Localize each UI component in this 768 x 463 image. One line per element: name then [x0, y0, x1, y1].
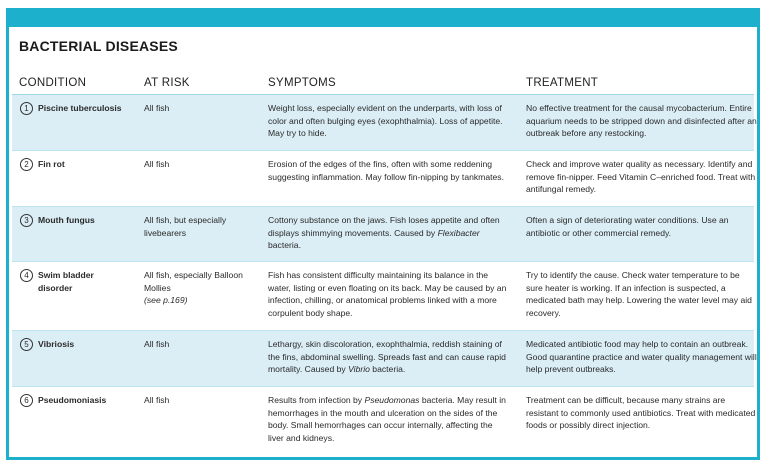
at-risk-cell: All fish: [144, 159, 170, 169]
condition-cell: [20, 394, 140, 407]
condition-cell: [20, 338, 140, 351]
symptoms-cell: Fish has consistent difficulty maintaining its balance in the water, listing or even floating on its back. May be caused by an infection, chilling, or anatomical problems linked with a more corpulent body shape.: [268, 270, 507, 318]
table-row: [12, 95, 757, 151]
bacteria-genus: Flexibacter: [437, 227, 480, 238]
at-risk-cell: All fish: [144, 339, 170, 349]
treatment-cell: Check and improve water quality as necessary. Identify and remove fin-nipper. Feed Vitamin C–enriched food. Treat with antifungal remedy.: [526, 159, 756, 195]
header-condition: CONDITION: [19, 77, 87, 89]
symptoms-text-end: bacteria. May result in hemorrhages in the mouth and ulceration on the sides of the body. Small hemorrhages can occur internally, affecting the liver and kidneys.: [268, 395, 506, 443]
symptoms-text: Lethargy, skin discoloration, exophthalmia, reddish staining of the fins, abdominal swelling. Spreads fast and can cause rapid mortality. Caused by: [268, 339, 506, 375]
row-number-badge: 3: [20, 214, 33, 227]
row-number-badge: 2: [20, 158, 33, 171]
condition-name: Mouth fungus: [38, 215, 95, 225]
row-number-badge: 5: [20, 338, 33, 351]
symptoms-text: Results from infection by: [268, 395, 365, 405]
treatment-cell: Try to identify the cause. Check water temperature to be sure heater is working. If an infection is suspected, a medicated bath may help. Lowering the water level may aid recovery.: [526, 270, 752, 318]
condition-name: Pseudomoniasis: [38, 395, 107, 405]
row-number-badge: 1: [20, 102, 33, 115]
condition-name-line1: Swim bladder: [38, 270, 94, 280]
condition-cell: [20, 102, 140, 115]
symptoms-cell: [268, 338, 508, 376]
at-risk-cell: [144, 269, 262, 307]
condition-name: Vibriosis: [38, 339, 75, 349]
condition-name: Piscine tuberculosis: [38, 103, 122, 113]
row-number-badge: 6: [20, 394, 33, 407]
condition-name-line2: disorder: [38, 282, 73, 293]
table-title: BACTERIAL DISEASES: [19, 38, 178, 54]
condition-name: [38, 269, 94, 294]
table-row: [12, 262, 754, 331]
disease-table-card: [6, 8, 760, 460]
treatment-cell: Treatment can be difficult, because many strains are resistant to commonly used antibiotics. Treat with medicated foods or possibly direct injection.: [526, 395, 756, 431]
symptoms-cell: Erosion of the edges of the fins, often with some reddening suggesting inflammation. May follow fin-nipping by tankmates.: [268, 159, 504, 182]
symptoms-cell: [268, 394, 508, 444]
treatment-cell: No effective treatment for the causal mycobacterium. Entire aquarium needs to be stripped down and disinfected after an outbreak before any restocking.: [526, 103, 757, 139]
condition-cell: [20, 158, 140, 171]
at-risk-text: All fish, especially Balloon Mollies: [144, 270, 243, 293]
header-treatment: TREATMENT: [526, 77, 599, 89]
row-number-badge: 4: [20, 269, 33, 282]
table-row: [12, 207, 754, 262]
symptoms-cell: Weight loss, especially evident on the underparts, with loss of color and often bulging eyes (exophthalmia). Loss of appetite. May try to hide.: [268, 103, 503, 139]
header-at-risk: AT RISK: [144, 77, 190, 89]
table-row: [12, 151, 754, 207]
table-row: [12, 331, 757, 387]
bacteria-genus: Pseudomonas: [364, 395, 420, 405]
symptoms-text-end: bacteria.: [369, 364, 406, 375]
condition-cell: [20, 269, 140, 294]
table-row: [12, 387, 754, 457]
treatment-cell: Often a sign of deteriorating water conditions. Use an antibiotic or other commercial remedy.: [526, 215, 729, 238]
bacteria-genus: Vibrio: [348, 364, 370, 375]
at-risk-cell: All fish, but especially livebearers: [144, 215, 227, 238]
at-risk-cell: All fish: [144, 103, 170, 113]
condition-name: Fin rot: [38, 159, 65, 169]
symptoms-text: Cottony substance on the jaws. Fish loses appetite and often displays shimmying movements. Caused by: [268, 215, 500, 238]
symptoms-cell: [268, 214, 508, 252]
treatment-cell: Medicated antibiotic food may help to contain an outbreak. Good quarantine practice and water quality management will help prevent outbreaks.: [526, 339, 757, 375]
condition-cell: [20, 214, 140, 227]
symptoms-text-end: bacteria.: [268, 240, 301, 251]
page-reference: (see p.169): [144, 295, 188, 306]
at-risk-cell: All fish: [144, 395, 170, 405]
header-symptoms: SYMPTOMS: [268, 77, 337, 89]
top-accent-bar: [9, 11, 757, 27]
